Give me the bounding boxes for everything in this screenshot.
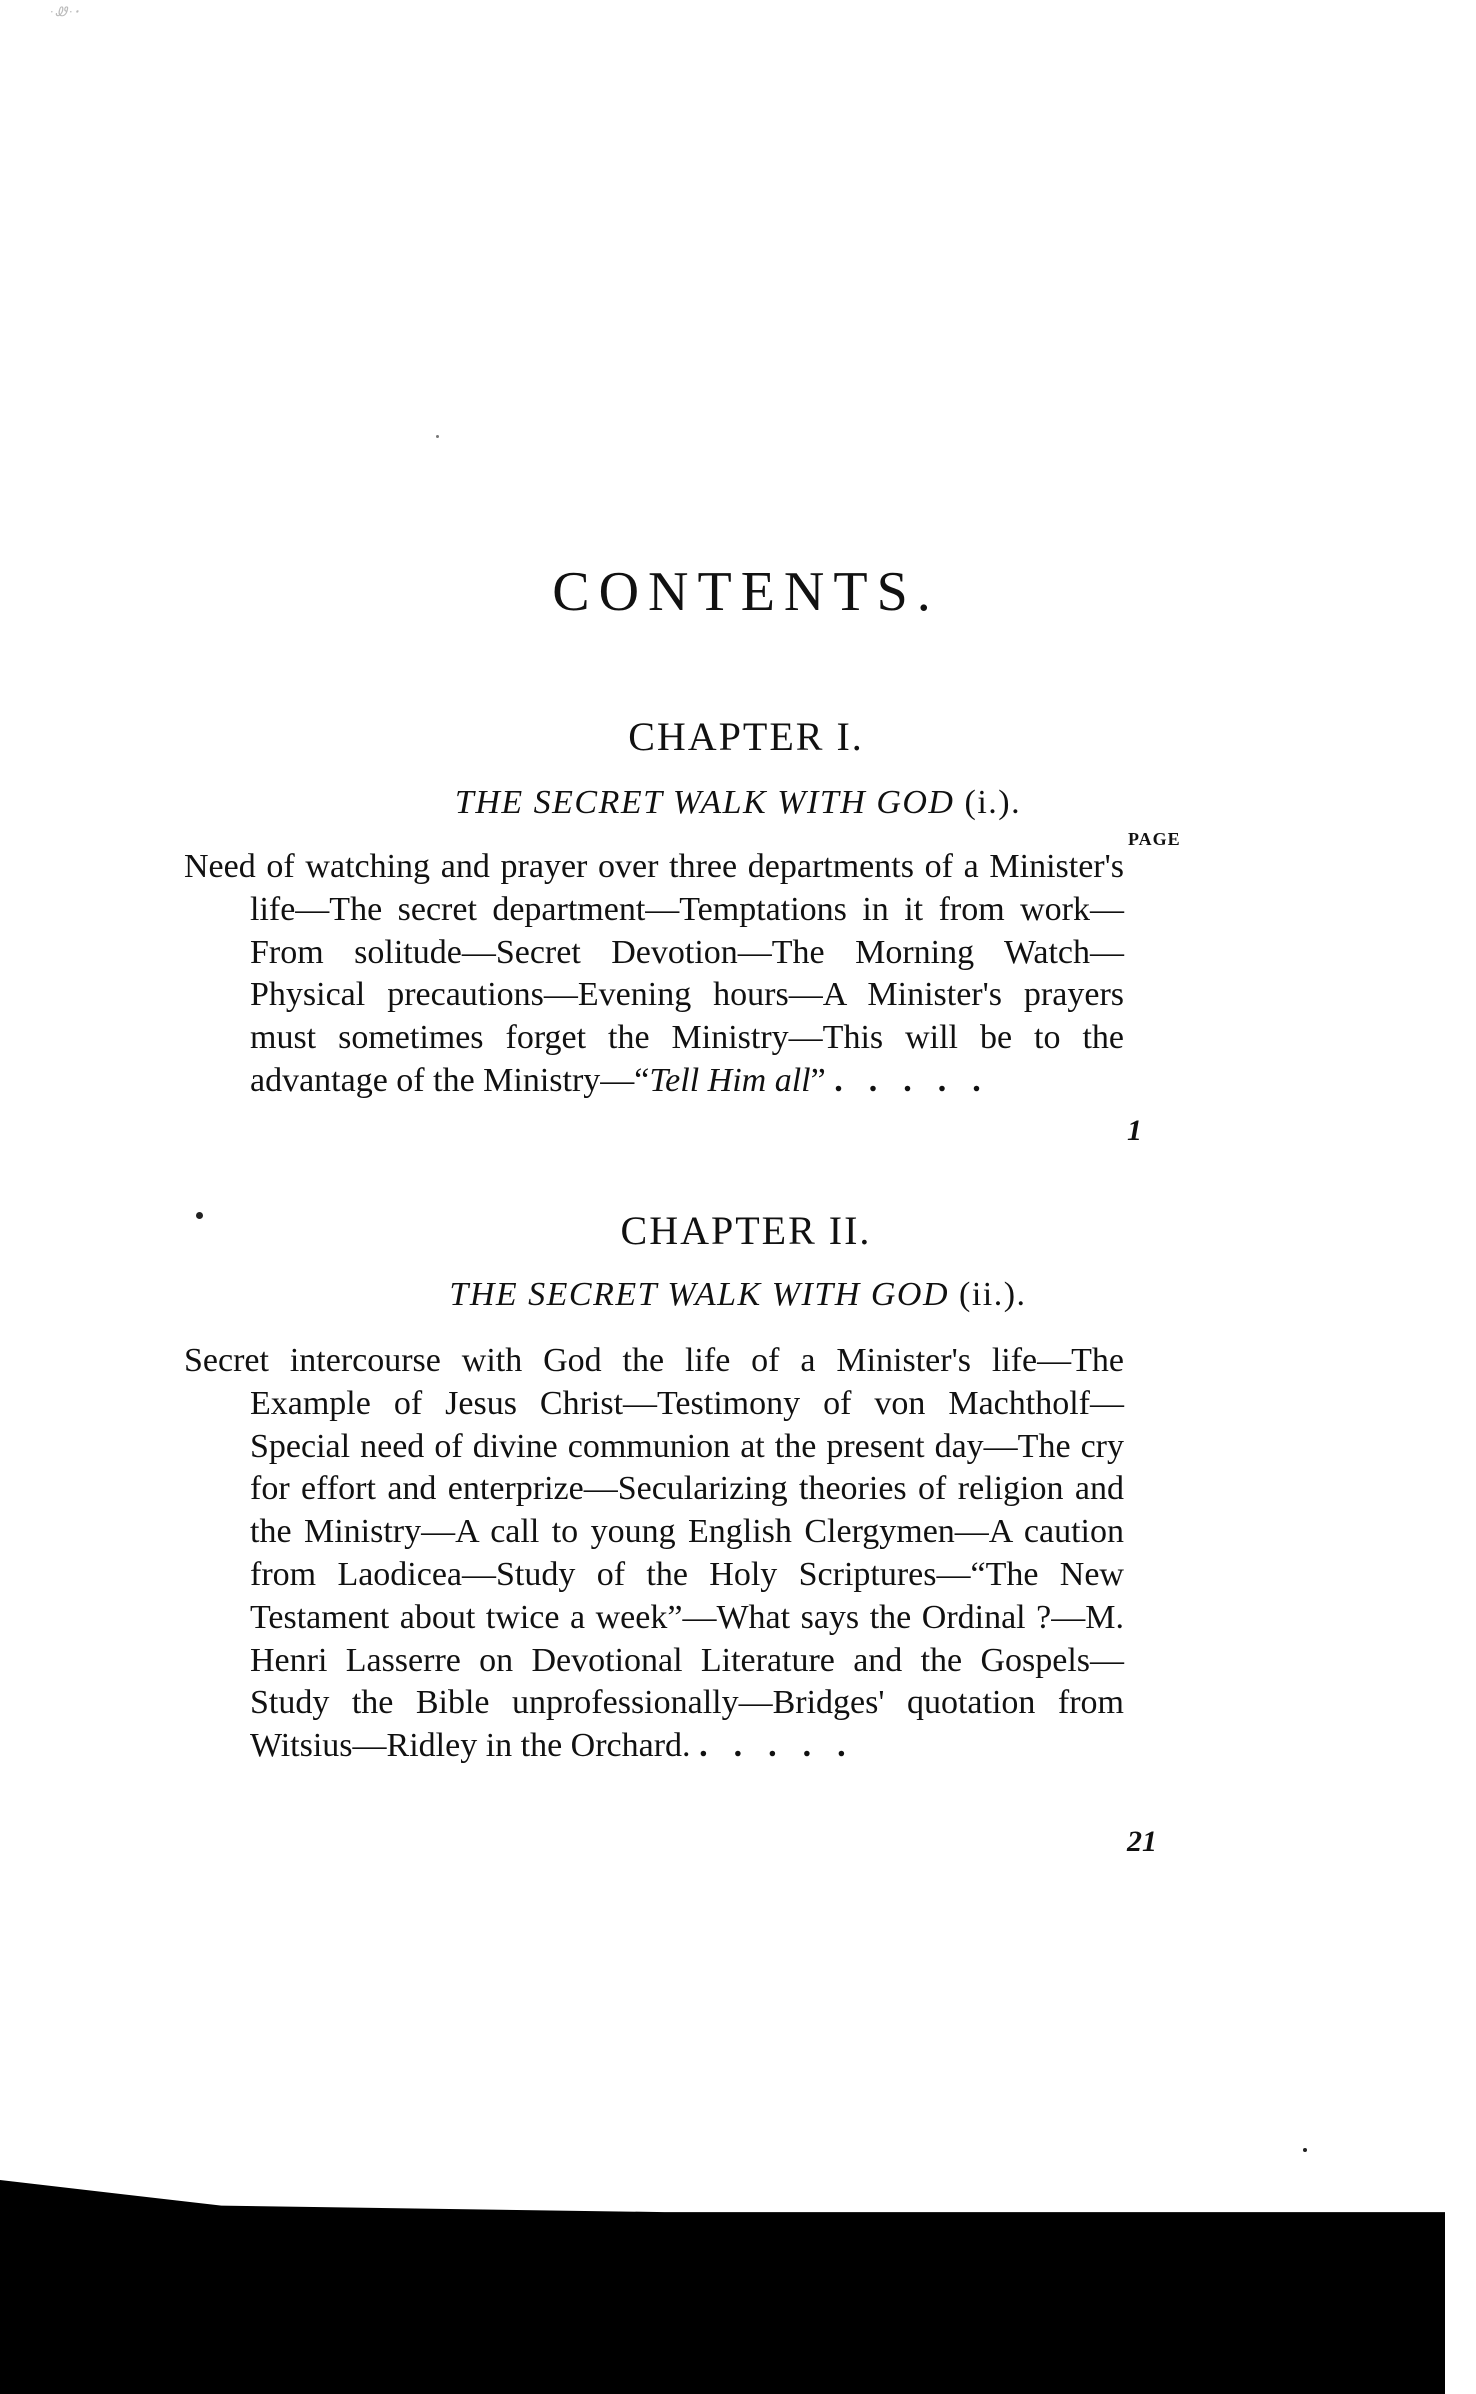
- ink-speck: [1303, 2148, 1307, 2152]
- page-column-label: PAGE: [1128, 829, 1181, 849]
- scan-right-edge: [1445, 2180, 1476, 2394]
- chapter-1-summary-tail: ”: [810, 1061, 826, 1099]
- chapter-1-summary-italic: Tell Him all: [649, 1061, 811, 1099]
- chapter-2-heading: CHAPTER II.: [620, 1208, 872, 1253]
- ink-speck: [436, 435, 439, 438]
- page-title: CONTENTS.: [552, 561, 940, 623]
- chapter-2-page-number: 21: [1127, 1825, 1157, 1858]
- chapter-1-subtitle: [0, 784, 1476, 822]
- chapter-2-subtitle: [0, 1276, 1476, 1314]
- chapter-2-leader-dots: .....: [699, 1727, 872, 1765]
- chapter-1-subtitle-italic: THE SECRET WALK WITH GOD: [454, 784, 955, 821]
- corner-mark: ·Ꮺ·ꞏ: [50, 4, 81, 19]
- chapter-1-summary: [184, 846, 1124, 1103]
- chapter-1-leader-dots: .....: [834, 1061, 1007, 1099]
- chapter-1-subtitle-roman: (i.).: [964, 784, 1022, 821]
- chapter-2-subtitle-italic: THE SECRET WALK WITH GOD: [449, 1276, 950, 1313]
- chapter-1-heading: CHAPTER I.: [628, 714, 864, 759]
- chapter-1-summary-text: Need of watching and prayer over three departments of a Minister's life—The secret department—Temptations in it from work—From solitude—Secret Devotion—The Morning Watch—Physical precautions—Evening hours—A Minister's prayers must sometimes forget the Ministry—This will be to the advantage of the Ministry—“: [184, 848, 1124, 1099]
- scan-bottom-shadow: [0, 2180, 1476, 2394]
- chapter-1-page-number: 1: [1127, 1114, 1142, 1147]
- chapter-2-summary-text: Secret intercourse with God the life of a Minister's life—The Example of Jesus Christ—Testimony of von Machtholf—Special need of divine communion at the present day—The cry for effort and enterprize—Secularizing theories of religion and the Ministry—A call to young English Clergymen—A caution from Laodicea—Study of the Holy Scriptures—“The New Testament about twice a week”—What says the Ordinal ?—M. Henri Lasserre on Devotional Literature and the Gospels—Study the Bible unprofessionally—Bridges' quotation from Witsius—Ridley in the Orchard.: [184, 1342, 1124, 1765]
- chapter-2-summary: [184, 1340, 1124, 1768]
- chapter-2-subtitle-roman: (ii.).: [959, 1276, 1027, 1313]
